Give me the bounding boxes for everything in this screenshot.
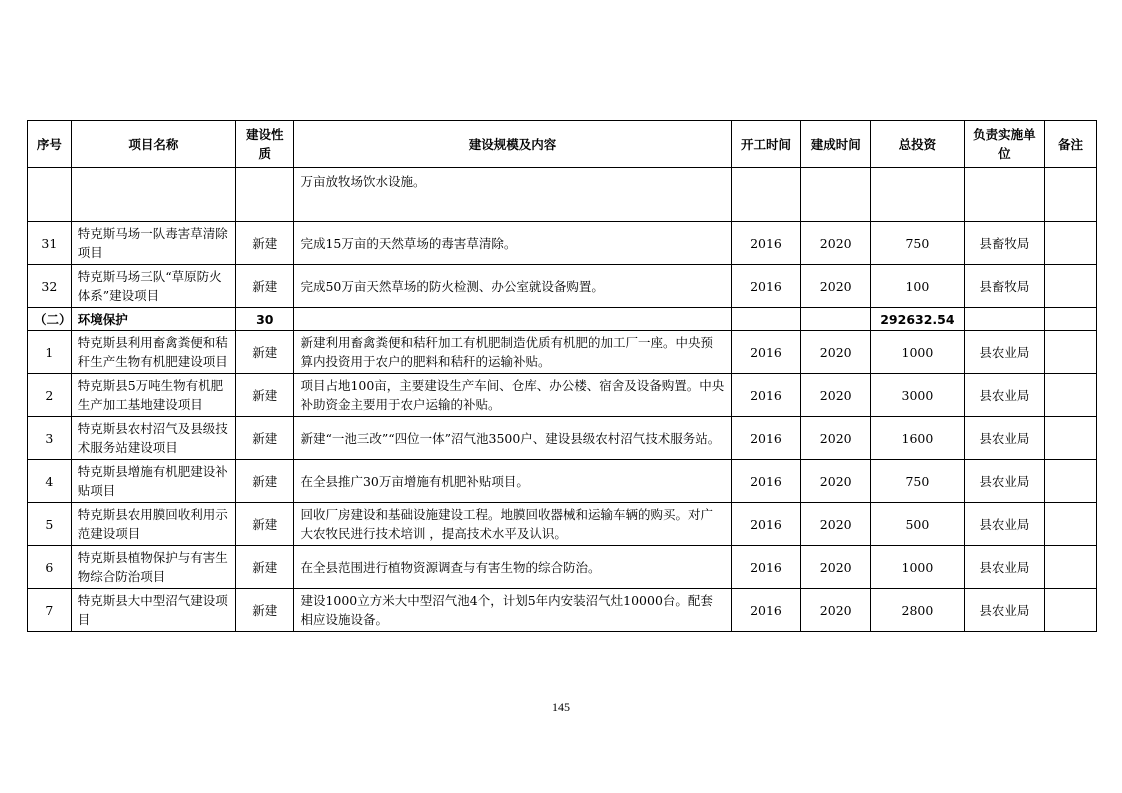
cell-start: 2016 [731,460,801,503]
cell-note [1044,331,1096,374]
cell-content: 在全县范围进行植物资源调查与有害生物的综合防治。 [294,546,731,589]
table-row [28,331,1097,374]
cell-invest: 1000 [871,546,965,589]
cell-content: 新建利用畜禽粪便和秸秆加工有机肥制造优质有机肥的加工厂一座。中央预算内投资用于农户的肥料和秸秆的运输补贴。 [294,331,731,374]
cell-note [1044,265,1096,308]
cell-note [1044,460,1096,503]
table-cell [801,168,871,222]
page-number: 145 [552,700,570,714]
cell-end: 2020 [801,331,871,374]
section-no: （二） [28,308,72,331]
cell-start: 2016 [731,503,801,546]
cell-start: 2016 [731,222,801,265]
cell-nature: 新建 [236,417,294,460]
cell-no: 5 [28,503,72,546]
cell-invest: 750 [871,222,965,265]
cell-content: 完成50万亩天然草场的防火检测、办公室就设备购置。 [294,265,731,308]
cell-name: 特克斯马场三队“草原防火体系”建设项目 [71,265,235,308]
table-row [28,374,1097,417]
cell-end: 2020 [801,417,871,460]
cell-nature: 新建 [236,503,294,546]
cell-no: 32 [28,265,72,308]
header-row [28,121,1097,168]
table-cell [1044,168,1096,222]
table-cell [871,168,965,222]
cell-no: 4 [28,460,72,503]
cell-start: 2016 [731,589,801,632]
table-row [28,589,1097,632]
cell-unit: 县农业局 [964,503,1044,546]
table-cell [1044,308,1096,331]
header-note: 备注 [1044,121,1096,168]
cell-content: 在全县推广30万亩增施有机肥补贴项目。 [294,460,731,503]
cell-nature: 新建 [236,460,294,503]
cell-unit: 县畜牧局 [964,265,1044,308]
cell-invest: 2800 [871,589,965,632]
cell-no: 1 [28,331,72,374]
table-cell [71,168,235,222]
cell-nature: 新建 [236,374,294,417]
cell-no: 7 [28,589,72,632]
cell-no: 6 [28,546,72,589]
cell-unit: 县农业局 [964,589,1044,632]
header-start: 开工时间 [731,121,801,168]
cell-unit: 县农业局 [964,331,1044,374]
cell-name: 特克斯县农用膜回收利用示范建设项目 [71,503,235,546]
cell-invest: 1600 [871,417,965,460]
cell-end: 2020 [801,222,871,265]
cell-end: 2020 [801,503,871,546]
cell-end: 2020 [801,460,871,503]
cell-note [1044,546,1096,589]
cell-name: 特克斯县增施有机肥建设补贴项目 [71,460,235,503]
cell-end: 2020 [801,265,871,308]
continuation-content: 万亩放牧场饮水设施。 [294,168,731,222]
cell-note [1044,417,1096,460]
cell-nature: 新建 [236,265,294,308]
cell-unit: 县畜牧局 [964,222,1044,265]
cell-content: 建设1000立方米大中型沼气池4个，计划5年内安装沼气灶10000台。配套相应设施设备。 [294,589,731,632]
cell-note [1044,503,1096,546]
cell-nature: 新建 [236,589,294,632]
cell-unit: 县农业局 [964,546,1044,589]
cell-note [1044,222,1096,265]
cell-name: 特克斯县5万吨生物有机肥生产加工基地建设项目 [71,374,235,417]
cell-start: 2016 [731,331,801,374]
cell-content: 回收厂房建设和基础设施建设工程。地膜回收器械和运输车辆的购买。对广大农牧民进行技术培训 ，提高技术水平及认识。 [294,503,731,546]
table-cell [731,308,801,331]
cell-invest: 750 [871,460,965,503]
header-invest: 总投资 [871,121,965,168]
table-cell [28,168,72,222]
cell-name: 特克斯县农村沼气及县级技术服务站建设项目 [71,417,235,460]
cell-nature: 新建 [236,331,294,374]
section-name: 环境保护 [71,308,235,331]
table-cell [801,308,871,331]
cell-start: 2016 [731,265,801,308]
cell-unit: 县农业局 [964,417,1044,460]
cell-unit: 县农业局 [964,460,1044,503]
project-table [27,120,1097,632]
table-cell [964,168,1044,222]
cell-end: 2020 [801,546,871,589]
table-row [28,417,1097,460]
cell-name: 特克斯县植物保护与有害生物综合防治项目 [71,546,235,589]
header-unit: 负责实施单位 [964,121,1044,168]
cell-name: 特克斯县利用畜禽粪便和秸秆生产生物有机肥建设项目 [71,331,235,374]
table-row [28,222,1097,265]
cell-name: 特克斯马场一队毒害草清除项目 [71,222,235,265]
cell-nature: 新建 [236,222,294,265]
cell-end: 2020 [801,374,871,417]
cell-invest: 100 [871,265,965,308]
table-row [28,460,1097,503]
table-cell [294,308,731,331]
table-row [28,546,1097,589]
header-name: 项目名称 [71,121,235,168]
cell-note [1044,374,1096,417]
cell-invest: 1000 [871,331,965,374]
header-no: 序号 [28,121,72,168]
section-invest: 292632.54 [871,308,965,331]
cell-invest: 500 [871,503,965,546]
header-end: 建成时间 [801,121,871,168]
cell-content: 项目占地100亩，主要建设生产车间、仓库、办公楼、宿舍及设备购置。中央补助资金主要用于农户运输的补贴。 [294,374,731,417]
cell-no: 2 [28,374,72,417]
cell-name: 特克斯县大中型沼气建设项目 [71,589,235,632]
cell-note [1044,589,1096,632]
cell-unit: 县农业局 [964,374,1044,417]
section-count: 30 [236,308,294,331]
cell-start: 2016 [731,374,801,417]
table-row [28,265,1097,308]
table-cell [964,308,1044,331]
cell-nature: 新建 [236,546,294,589]
table-cell [731,168,801,222]
cell-end: 2020 [801,589,871,632]
table-row [28,503,1097,546]
cell-no: 31 [28,222,72,265]
section-row [28,308,1097,331]
cell-content: 完成15万亩的天然草场的毒害草清除。 [294,222,731,265]
header-nature: 建设性质 [236,121,294,168]
cell-no: 3 [28,417,72,460]
cell-content: 新建“一池三改”“四位一体”沼气池3500户、建设县级农村沼气技术服务站。 [294,417,731,460]
cell-start: 2016 [731,546,801,589]
table-cell [236,168,294,222]
cell-start: 2016 [731,417,801,460]
cell-invest: 3000 [871,374,965,417]
header-content: 建设规模及内容 [294,121,731,168]
continuation-row [28,168,1097,222]
